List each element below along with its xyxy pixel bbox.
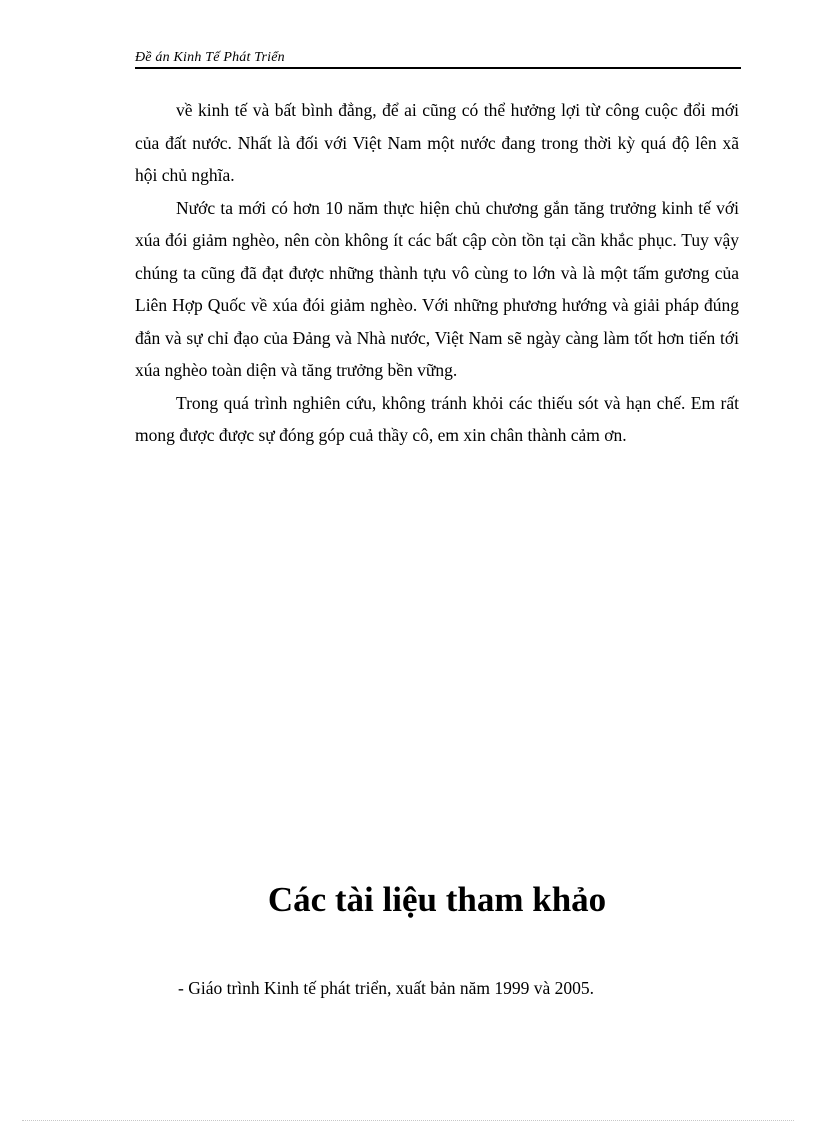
header-divider	[135, 67, 741, 69]
paragraph: Nước ta mới có hơn 10 năm thực hiện chủ chương gắn tăng trưởng kinh tế với xúa đói giảm nghèo, nên còn không ít các bất cập còn tồn tại cần khắc phục. Tuy vậy chúng ta cũng đã đạt được những thành tựu vô cùng to lớn và là một tấm gương của Liên Hợp Quốc về xúa đói giảm nghèo. Với những phương hướng và giải pháp đúng đắn và sự chỉ đạo của Đảng và Nhà nước, Việt Nam sẽ ngày càng làm tốt hơn tiến tới xúa nghèo toàn diện và tăng trưởng bền vững.	[135, 197, 739, 380]
page-bottom-divider	[22, 1120, 794, 1121]
reference-item: - Giáo trình Kinh tế phát triển, xuất bản năm 1999 và 2005.	[178, 978, 595, 998]
paragraph: về kinh tế và bất bình đẳng, để ai cũng có thể hưởng lợi từ công cuộc đổi mới của đất nước. Nhất là đối với Việt Nam một nước đang trong thời kỳ quá độ lên xã hội chủ nghĩa.	[135, 100, 739, 185]
paragraph: Trong quá trình nghiên cứu, không tránh khỏi các thiếu sót và hạn chế. Em rất mong được được sự đóng góp cuả thầy cô, em xin chân thành cảm ơn.	[135, 392, 739, 445]
body-text	[135, 94, 739, 452]
header-title: Đề án Kinh Tế Phát Triển	[135, 50, 285, 65]
references-heading: Các tài liệu tham khảo	[267, 880, 607, 919]
